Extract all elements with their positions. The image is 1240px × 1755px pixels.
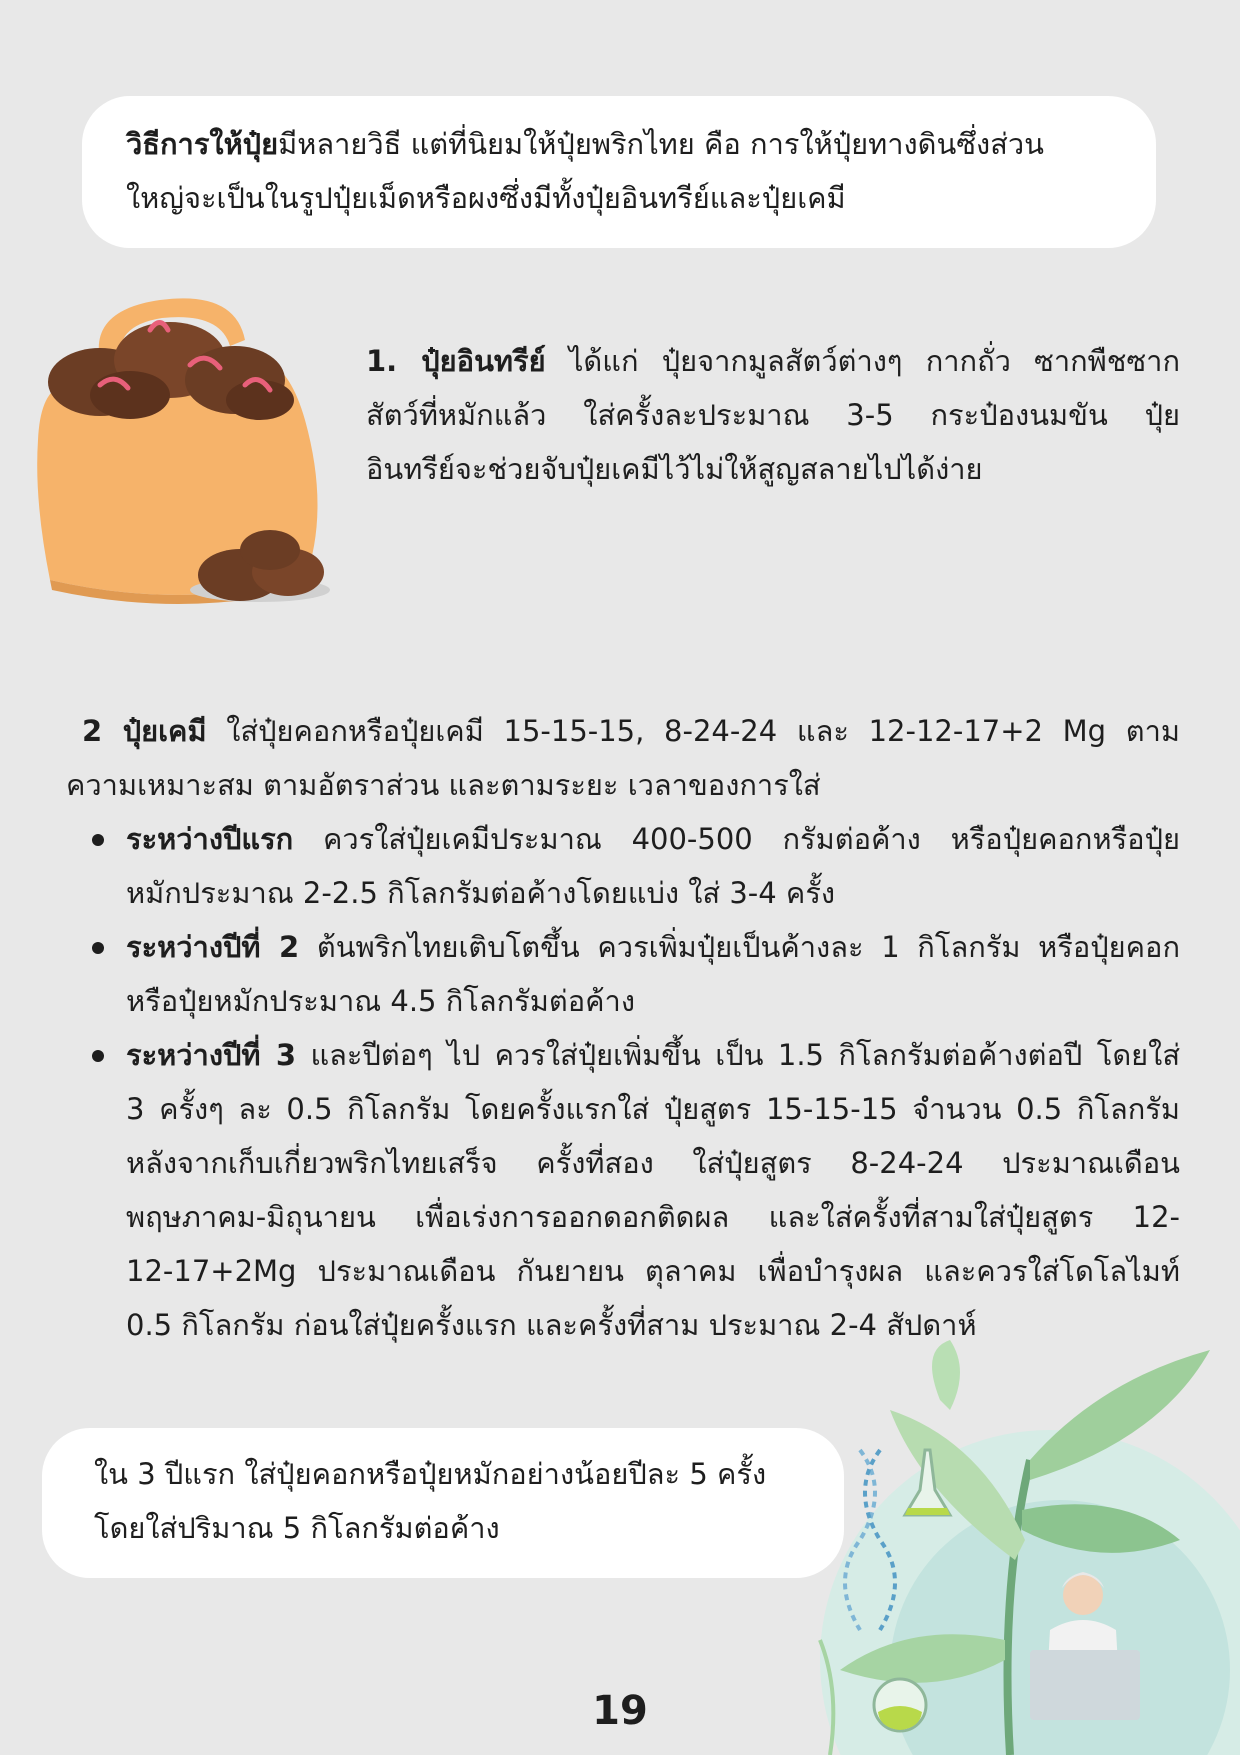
fertilizer-sack-illustration	[30, 290, 360, 630]
bullet-year-2: ระหว่างปีที่ 2 ต้นพริกไทยเติบโตขึ้น ควรเพิ่มปุ๋ยเป็นค้างละ 1 กิโลกรัม หรือปุ๋ยคอก หรือปุ๋ยหมักประมาณ 4.5 กิโลกรัมต่อค้าง	[66, 920, 1180, 1028]
bullet-dot	[92, 1050, 104, 1062]
organic-line-2: สัตว์ที่หมักแล้ว ใส่ครั้งละประมาณ 3-5 กระป๋องนมขัน ปุ๋ย	[366, 398, 1180, 432]
summary-line-2: โดยใส่ปริมาณ 5 กิโลกรัมต่อค้าง	[94, 1511, 500, 1545]
organic-heading: 1. ปุ๋ยอินทรีย์	[366, 344, 546, 378]
bullet-dot	[92, 942, 104, 954]
bullet-dot	[92, 834, 104, 846]
bullet-year-3-heading: ระหว่างปีที่ 3	[126, 1038, 297, 1072]
plant-lab-illustration	[800, 1340, 1240, 1755]
summary-box	[42, 1428, 844, 1578]
chemical-heading: 2 ปุ๋ยเคมี	[82, 714, 207, 748]
page-number: 19	[592, 1688, 648, 1734]
bullet-year-1: ระหว่างปีแรก ควรใส่ปุ๋ยเคมีประมาณ 400-500 กรัมต่อค้าง หรือปุ๋ยคอกหรือปุ๋ย หมักประมาณ 2-2.5 กิโลกรัมต่อค้างโดยแบ่ง ใส่ 3-4 ครั้ง	[66, 812, 1180, 920]
organic-line-1: 1. ปุ๋ยอินทรีย์ ได้แก่ ปุ๋ยจากมูลสัตว์ต่างๆ กากถั่ว ซากพืชซาก	[366, 344, 1181, 378]
intro-line-2: ใหญ่จะเป็นในรูปปุ๋ยเม็ดหรือผงซึ่งมีทั้งปุ๋ยอินทรีย์และปุ๋ยเคมี	[126, 181, 846, 215]
bullet-year-3: ระหว่างปีที่ 3 และปีต่อๆ ไป ควรใส่ปุ๋ยเพิ่มขึ้น เป็น 1.5 กิโลกรัมต่อค้างต่อปี โดยใส่ 3 ครั้งๆ ละ 0.5 กิโลกรัม โดยครั้งแรกใส่ ปุ๋ยสูตร 15-15-15 จำนวน 0.5 กิโลกรัม หลังจากเก็บเกี่ยวพริกไทยเสร็จ ครั้งที่สอง ใส่ปุ๋ยสูตร 8-24-24 ประมาณเดือน พฤษภาคม-มิถุนายน เพื่อเร่งการออกดอกติดผล และใส่ครั้งที่สามใส่ปุ๋ยสูตร 12- 12-17+2Mg ประมาณเดือน กันยายน ตุลาคม เพื่อบำรุงผล และควรใส่โดโลไมท์ 0.5 กิโลกรัม ก่อนใส่ปุ๋ยครั้งแรก และครั้งที่สาม ประมาณ 2-4 สัปดาห์	[66, 1028, 1180, 1352]
organic-line-3: อินทรีย์จะช่วยจับปุ๋ยเคมีไว้ไม่ให้สูญสลายไปได้ง่าย	[366, 452, 983, 486]
chemical-line-2: ความเหมาะสม ตามอัตราส่วน และตามระยะ เวลาของการใส่	[66, 768, 821, 802]
chemical-fertilizer-section	[66, 704, 1180, 1352]
summary-line-1: ใน 3 ปีแรก ใส่ปุ๋ยคอกหรือปุ๋ยหมักอย่างน้อยปีละ 5 ครั้ง	[94, 1457, 767, 1491]
bullet-year-2-heading: ระหว่างปีที่ 2	[126, 930, 300, 964]
organic-fertilizer-section	[366, 334, 1180, 496]
intro-box	[82, 96, 1156, 248]
chemical-line-1: 2 ปุ๋ยเคมี ใส่ปุ๋ยคอกหรือปุ๋ยเคมี 15-15-15, 8-24-24 และ 12-12-17+2 Mg ตาม	[82, 714, 1181, 748]
intro-line-1: วิธีการให้ปุ๋ยมีหลายวิธี แต่ที่นิยมให้ปุ๋ยพริกไทย คือ การให้ปุ๋ยทางดินซึ่งส่วน	[126, 127, 1044, 161]
chemical-bullet-list	[66, 812, 1180, 1352]
bullet-year-1-heading: ระหว่างปีแรก	[126, 822, 294, 856]
intro-bold: วิธีการให้ปุ๋ย	[126, 127, 279, 161]
